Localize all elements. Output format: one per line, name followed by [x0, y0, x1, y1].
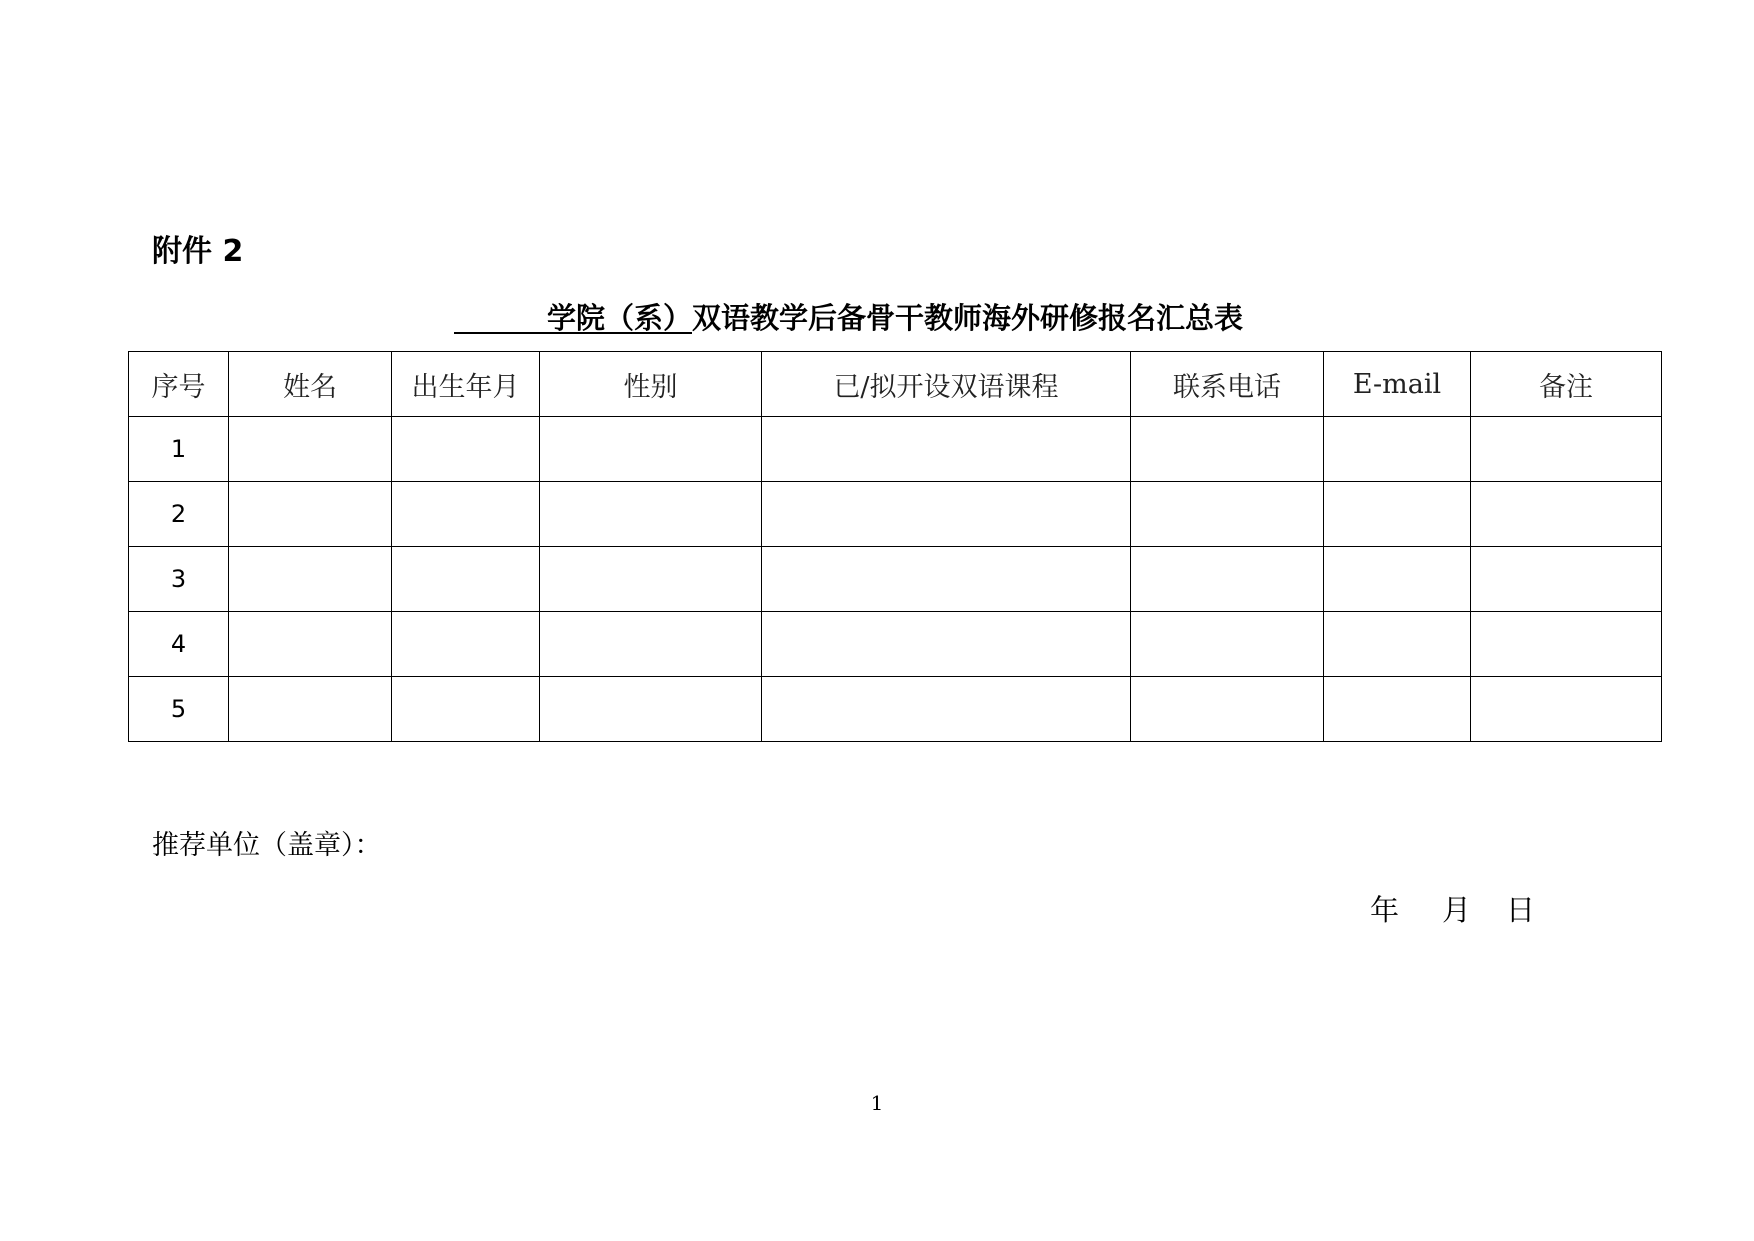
- cell-birth-date[interactable]: [392, 677, 540, 742]
- cell-name[interactable]: [229, 482, 392, 547]
- cell-bilingual-course[interactable]: [762, 547, 1131, 612]
- cell-name[interactable]: [229, 677, 392, 742]
- date-line: [1370, 890, 1535, 930]
- cell-email[interactable]: [1324, 612, 1471, 677]
- cell-remarks[interactable]: [1471, 677, 1662, 742]
- table-row: [129, 612, 1662, 677]
- cell-remarks[interactable]: [1471, 612, 1662, 677]
- header-remarks: 备注: [1471, 352, 1662, 417]
- cell-gender[interactable]: [540, 417, 762, 482]
- cell-email[interactable]: [1324, 547, 1471, 612]
- table-header-row: [129, 352, 1662, 417]
- cell-remarks[interactable]: [1471, 482, 1662, 547]
- date-day-label: 日: [1506, 893, 1536, 927]
- row-seq: 3: [129, 547, 229, 612]
- header-gender: 性别: [540, 352, 762, 417]
- cell-phone[interactable]: [1131, 547, 1324, 612]
- cell-phone[interactable]: [1131, 482, 1324, 547]
- cell-bilingual-course[interactable]: [762, 417, 1131, 482]
- row-seq: 1: [129, 417, 229, 482]
- date-month-label: 月: [1442, 893, 1472, 927]
- cell-bilingual-course[interactable]: [762, 677, 1131, 742]
- header-birth-date: 出生年月: [392, 352, 540, 417]
- cell-gender[interactable]: [540, 482, 762, 547]
- cell-email[interactable]: [1324, 677, 1471, 742]
- row-seq: 4: [129, 612, 229, 677]
- cell-name[interactable]: [229, 547, 392, 612]
- table-row: [129, 547, 1662, 612]
- date-year-label: 年: [1370, 893, 1400, 927]
- registration-summary-table: [128, 351, 1662, 742]
- page-number: 1: [870, 1091, 884, 1115]
- header-email: E-mail: [1324, 352, 1471, 417]
- header-name: 姓名: [229, 352, 392, 417]
- row-seq: 2: [129, 482, 229, 547]
- header-seq: 序号: [129, 352, 229, 417]
- cell-bilingual-course[interactable]: [762, 482, 1131, 547]
- header-bilingual-course: 已/拟开设双语课程: [762, 352, 1131, 417]
- cell-gender[interactable]: [540, 547, 762, 612]
- cell-phone[interactable]: [1131, 612, 1324, 677]
- cell-birth-date[interactable]: [392, 547, 540, 612]
- cell-remarks[interactable]: [1471, 417, 1662, 482]
- table-row: [129, 417, 1662, 482]
- cell-birth-date[interactable]: [392, 482, 540, 547]
- table-row: [129, 482, 1662, 547]
- cell-birth-date[interactable]: [392, 612, 540, 677]
- cell-gender[interactable]: [540, 612, 762, 677]
- form-title: [454, 298, 1243, 340]
- row-seq: 5: [129, 677, 229, 742]
- recommending-unit-label: 推荐单位（盖章）：: [152, 830, 382, 861]
- cell-email[interactable]: [1324, 482, 1471, 547]
- title-college-suffix: 学院（系）: [547, 298, 692, 334]
- attachment-label: 附件 2: [152, 234, 244, 269]
- title-main-text: 双语教学后备骨干教师海外研修报名汇总表: [692, 301, 1244, 335]
- cell-remarks[interactable]: [1471, 547, 1662, 612]
- college-name-blank: [454, 298, 547, 334]
- cell-gender[interactable]: [540, 677, 762, 742]
- cell-name[interactable]: [229, 417, 392, 482]
- table-row: [129, 677, 1662, 742]
- cell-name[interactable]: [229, 612, 392, 677]
- cell-email[interactable]: [1324, 417, 1471, 482]
- cell-birth-date[interactable]: [392, 417, 540, 482]
- cell-phone[interactable]: [1131, 417, 1324, 482]
- cell-bilingual-course[interactable]: [762, 612, 1131, 677]
- header-phone: 联系电话: [1131, 352, 1324, 417]
- cell-phone[interactable]: [1131, 677, 1324, 742]
